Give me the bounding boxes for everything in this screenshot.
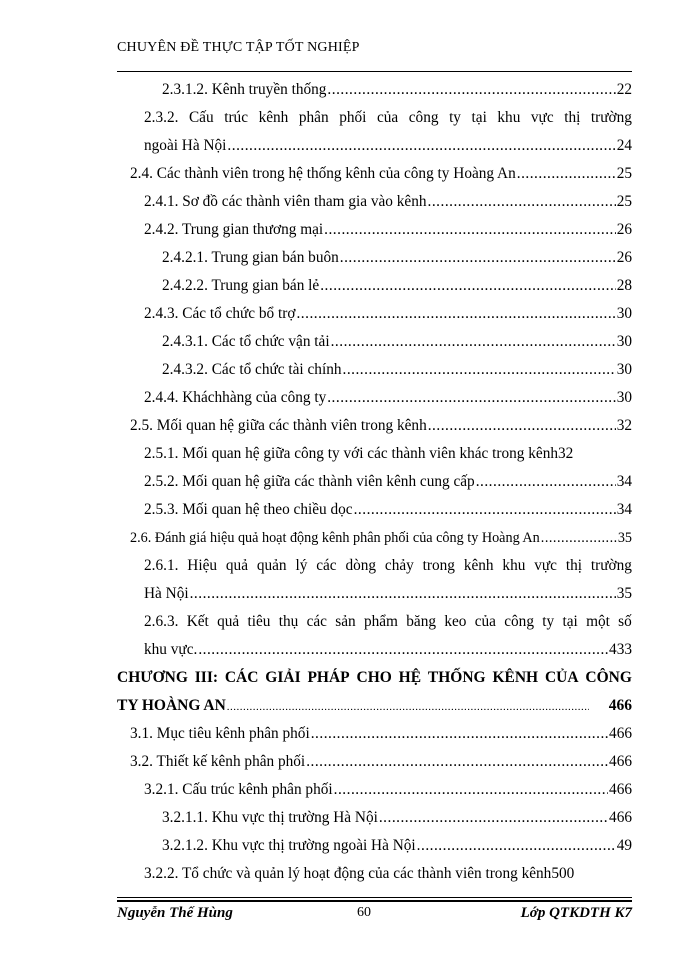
toc-leader-dots [354, 500, 616, 520]
toc-leader-dots [517, 164, 616, 184]
header-rule [117, 71, 632, 72]
toc-entry-text: 3.2. Thiết kế kênh phân phối [130, 753, 306, 770]
toc-leader-dots [190, 584, 616, 604]
toc-entry-page: 35 [617, 530, 632, 546]
toc-entry-page: 466 [609, 809, 632, 826]
footer-bar [117, 905, 632, 927]
toc-entry [144, 500, 632, 520]
toc-leader-dots [343, 360, 616, 380]
toc-entry-text: 2.4.1. Sơ đồ các thành viên tham gia vào kênh [144, 193, 427, 210]
toc-entry-text: 2.5.1. Mối quan hệ giữa công ty với các thành viên khác trong kênh [144, 445, 558, 462]
toc-entry [144, 640, 632, 660]
toc-entry [144, 192, 632, 212]
toc-leader-dots [311, 724, 608, 744]
toc-leader-dots [428, 192, 616, 212]
toc-leader-dots [296, 304, 615, 324]
toc-entry-text: 2.4. Các thành viên trong hệ thống kênh của công ty Hoàng An [130, 165, 516, 182]
toc-entry-page: 500 [551, 865, 575, 882]
toc-entry [144, 388, 632, 408]
toc-entry-page: 30 [616, 333, 632, 350]
toc-leader-dots [334, 780, 608, 800]
toc-entry-text: 2.6. Đánh giá hiệu quả hoạt động kênh phân phối của công ty Hoàng An [130, 530, 540, 546]
toc-entry-text: 2.4.3.1. Các tổ chức vận tải [162, 333, 330, 350]
toc-entry [144, 472, 632, 492]
toc-entry [130, 164, 632, 184]
toc-entry-page: 466 [608, 697, 632, 714]
footer-rule-thick [117, 900, 632, 902]
toc-entry-page: 34 [616, 473, 632, 490]
toc-entry-page: 26 [616, 249, 632, 266]
toc-entry [144, 444, 632, 464]
toc-entry [130, 416, 632, 436]
header-title: CHUYÊN ĐỀ THỰC TẬP TỐT NGHIỆP [117, 40, 360, 55]
toc-entry [130, 724, 632, 744]
toc-entry [162, 836, 632, 856]
toc-entry-text: TY HOÀNG AN [117, 697, 226, 714]
toc-entry-page: 35 [616, 585, 632, 602]
toc-entry-text: khu vực. [144, 641, 198, 658]
toc-leader-dots [340, 248, 616, 268]
toc-leader-dots [417, 836, 616, 856]
toc-entry [130, 528, 632, 548]
toc-entry [144, 864, 632, 884]
toc-entry-text: 2.4.3. Các tổ chức bổ trợ [144, 305, 296, 322]
toc-leader-dots [306, 752, 608, 772]
toc-entry-text: 2.4.3.2. Các tổ chức tài chính [162, 361, 342, 378]
toc-entry-page: 49 [616, 837, 632, 854]
footer-class-name: Lớp QTKDTH K7 [520, 905, 632, 921]
toc-entry [144, 304, 632, 324]
toc-entry-text: 2.4.2.1. Trung gian bán buôn [162, 249, 339, 266]
toc-entry-text: Hà Nội [144, 585, 189, 602]
toc-entry-text: 2.5.2. Mối quan hệ giữa các thành viên kênh cung cấp [144, 473, 475, 490]
toc-entry [162, 80, 632, 100]
toc-entry-text: 3.1. Mục tiêu kênh phân phối [130, 725, 310, 742]
toc-leader-dots [379, 808, 608, 828]
toc-chapter-line1: CHƯƠNG III: CÁC GIẢI PHÁP CHO HỆ THỐNG KÊNH CỦA CÔNG [117, 669, 632, 686]
toc-entry-page: 30 [616, 389, 632, 406]
toc-entry-text: 2.5.3. Mối quan hệ theo chiều dọc [144, 501, 353, 518]
toc-entry-page: 32 [616, 417, 632, 434]
toc-leader-dots [428, 416, 616, 436]
toc-leader-dots [327, 388, 615, 408]
toc-entry-page: 25 [616, 193, 632, 210]
footer-page-number: 60 [357, 905, 371, 920]
toc-entry [144, 584, 632, 604]
toc-leader-dots [320, 276, 615, 296]
toc-entry-line1: 2.6.3. Kết quả tiêu thụ các sản phẩm băng keo của công ty tại một số [144, 613, 632, 630]
toc-leader-dots [327, 80, 615, 100]
toc-entry-text: 2.3.1.2. Kênh truyền thống [162, 81, 327, 98]
toc-entry [162, 248, 632, 268]
toc-entry-page: 466 [609, 781, 632, 798]
toc-entry-text: 2.5. Mối quan hệ giữa các thành viên trong kênh [130, 417, 427, 434]
toc-entry [162, 332, 632, 352]
toc-leader-dots [331, 332, 616, 352]
toc-leader-dots [541, 528, 617, 548]
toc-leader-dots [227, 136, 615, 156]
toc-entry-text: ngoài Hà Nội [144, 137, 227, 154]
toc-entry-page: 433 [609, 641, 632, 658]
toc-entry-text: 2.4.4. Kháchhàng của công ty [144, 389, 327, 406]
toc-entry-text: 3.2.1. Cấu trúc kênh phân phối [144, 781, 333, 798]
toc-entry-page: 22 [616, 81, 632, 98]
toc-leader-dots [198, 640, 608, 660]
toc-entry [144, 780, 632, 800]
toc-entry-page: 30 [616, 305, 632, 322]
toc-leader-dots [324, 220, 616, 240]
toc-entry-line1: 2.6.1. Hiệu quả quản lý các dòng chảy trong kênh khu vực thị trường [144, 557, 632, 574]
toc-entry-text: 2.4.2.2. Trung gian bán lẻ [162, 277, 320, 294]
toc-entry-text: 3.2.1.1. Khu vực thị trường Hà Nội [162, 809, 378, 826]
toc-entry-text: 3.2.1.2. Khu vực thị trường ngoài Hà Nội [162, 837, 416, 854]
toc-entry [144, 220, 632, 240]
toc-entry [144, 136, 632, 156]
toc-entry-page: 466 [609, 725, 632, 742]
footer-rule [117, 897, 632, 898]
toc-leader-dots [227, 697, 589, 717]
toc-entry-page: 30 [616, 361, 632, 378]
toc-entry [162, 808, 632, 828]
toc-leader-dots [476, 472, 616, 492]
toc-entry-page: 24 [616, 137, 632, 154]
toc-entry-page: 25 [616, 165, 632, 182]
footer-author: Nguyễn Thế Hùng [117, 905, 233, 921]
toc-entry [162, 276, 632, 296]
toc-entry-line1: 2.3.2. Cấu trúc kênh phân phối của công ty tại khu vực thị trường [144, 109, 632, 126]
toc-entry-text: 2.4.2. Trung gian thương mại [144, 221, 324, 238]
toc-entry-page: 26 [616, 221, 632, 238]
toc-entry-page: 28 [616, 277, 632, 294]
toc-entry-text: 3.2.2. Tổ chức và quản lý hoạt động của các thành viên trong kênh [144, 865, 552, 882]
toc-entry-page: 32 [558, 445, 574, 462]
toc-entry-page: 34 [616, 501, 632, 518]
toc-entry-page: 466 [609, 753, 632, 770]
toc-entry [130, 752, 632, 772]
toc-entry [162, 360, 632, 380]
toc-chapter-entry [117, 696, 632, 717]
